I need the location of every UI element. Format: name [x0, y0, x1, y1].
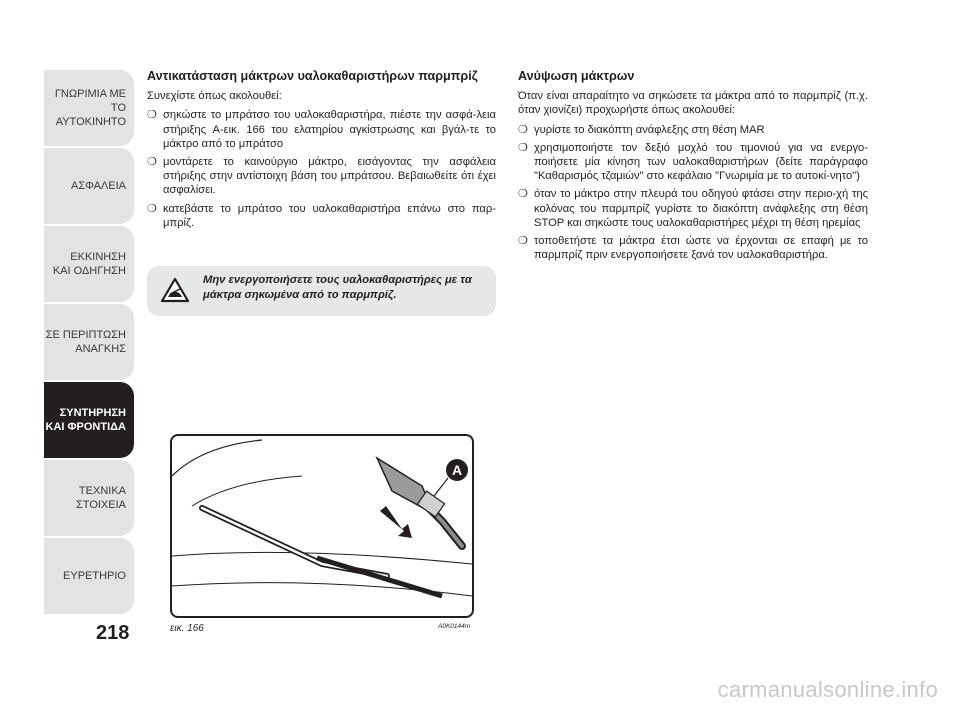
tab-label: ΚΑΙ ΟΔΗΓΗΣΗ	[52, 265, 126, 277]
tab-technical-data[interactable]	[44, 460, 134, 536]
page-number: 218	[96, 622, 130, 644]
tab-label: ΑΝΑΓΚΗΣ	[75, 343, 126, 355]
bullet-icon: ❍	[518, 141, 529, 154]
bullet-icon: ❍	[147, 156, 158, 169]
bullet-text: χρησιμοποιήστε τον δεξιό μοχλό του τιμονιού για να ενεργο-ποιήσετε μία κίνηση των υαλοκαθαριστήρων (δείτε παράγραφο "Καθαρισμός τζαμιών" στο κεφάλαιο "Γνωριμία με το αυτοκί-νητο")	[534, 141, 868, 183]
list-item	[518, 187, 868, 230]
bullet-text: όταν το μάκτρο στην πλευρά του οδηγού φτάσει στην περιο-χή της κολόνας του παρμπρίζ γυρίστε το διακόπτη ανάφλεξης στη θέση STOP και σηκώστε τους υαλοκαθαριστήρες μέχρι τη θέση ηρεμίας	[534, 188, 868, 229]
tab-label: ΑΣΦΑΛΕΙΑ	[70, 180, 126, 192]
right-column	[518, 69, 868, 266]
tab-label: ΑΥΤΟΚΙΝΗΤΟ	[55, 116, 126, 128]
bullet-text: γυρίστε το διακόπτη ανάφλεξης στη θέση MAR	[534, 123, 765, 136]
section-title: Αντικατάσταση μάκτρων υαλοκαθαριστήρων παρμπρίζ	[147, 69, 478, 83]
tab-label: ΕΥΡΕΤΗΡΙΟ	[63, 570, 126, 582]
figure-code: A0K0144m	[438, 623, 471, 630]
list-item	[147, 108, 496, 151]
list-item	[147, 202, 496, 230]
figure-caption: εικ. 166	[170, 623, 204, 634]
tab-label: ΣΤΟΙΧΕΙΑ	[76, 499, 126, 511]
warning-triangle-icon	[161, 277, 189, 303]
list-item	[518, 234, 868, 262]
wiper-illustration	[172, 436, 472, 616]
section-title: Ανύψωση μάκτρων	[518, 69, 635, 83]
tab-emergency[interactable]	[44, 304, 134, 380]
intro-text: Όταν είναι απαραίτητο να σηκώσετε τα μάκτρα από το παρμπρίζ (π.χ. όταν χιονίζει) προχωρήστε όπως ακολουθεί:	[518, 90, 868, 117]
list-item	[147, 155, 496, 198]
bullet-text: σηκώστε το μπράτσο του υαλοκαθαριστήρα, πιέστε την ασφά-λεια στήριξης A-εικ. 166 του ελατηρίου αγκίστρωσης και βγάλ-τε το μάκτρο από το μπράτσο	[163, 109, 496, 150]
tab-label: ΚΑΙ ΦΡΟΝΤΙΔΑ	[45, 421, 126, 433]
tab-starting-driving[interactable]	[44, 226, 134, 302]
warning-text: Μην ενεργοποιήσετε τους υαλοκαθαριστήρες με τα μάκτρα σηκωμένα από το παρμπρίζ.	[203, 274, 472, 301]
intro-text: Συνεχίστε όπως ακολουθεί:	[147, 90, 282, 103]
tab-getting-to-know[interactable]	[44, 70, 134, 146]
bullet-icon: ❍	[518, 235, 529, 248]
tab-label: ΓΝΩΡΙΜΙΑ ΜΕ ΤΟ	[54, 88, 126, 114]
tab-label: ΤΕΧΝΙΚΑ	[78, 485, 126, 497]
bullet-text: τοποθετήστε τα μάκτρα έτσι ώστε να έρχονται σε επαφή με το παρμπρίζ πριν ενεργοποιήσετε ξανά τον υαλοκαθαριστήρα.	[534, 235, 868, 262]
tab-index[interactable]	[44, 538, 134, 614]
tab-safety[interactable]	[44, 148, 134, 224]
list-item	[518, 123, 868, 137]
figure-wiper-arm	[170, 434, 474, 618]
tab-label: ΣΥΝΤΗΡΗΣΗ	[59, 407, 126, 419]
bullet-icon: ❍	[147, 109, 158, 122]
warning-box	[147, 266, 496, 316]
left-column	[147, 69, 496, 234]
bullet-text: κατεβάστε το μπράτσο του υαλοκαθαριστήρα επάνω στο παρ-μπρίζ.	[163, 202, 496, 229]
tab-label: ΕΚΚΙΝΗΣΗ	[70, 251, 126, 263]
bullet-icon: ❍	[518, 123, 529, 136]
bullet-text: μοντάρετε το καινούργιο μάκτρο, εισάγοντας την ασφάλεια στήριξης στην αντίστοιχη βάση του μπράτσου. Βεβαιωθείτε ότι έχει ασφαλίσει.	[163, 156, 496, 197]
tab-maintenance[interactable]	[44, 382, 134, 458]
list-item	[518, 141, 868, 184]
bullet-icon: ❍	[147, 202, 158, 215]
tab-label: ΣΕ ΠΕΡΙΠΤΩΣΗ	[45, 329, 126, 341]
figure-label-a: A	[451, 462, 463, 478]
watermark: carmanualsonline.info	[717, 677, 938, 702]
bullet-icon: ❍	[518, 188, 529, 201]
